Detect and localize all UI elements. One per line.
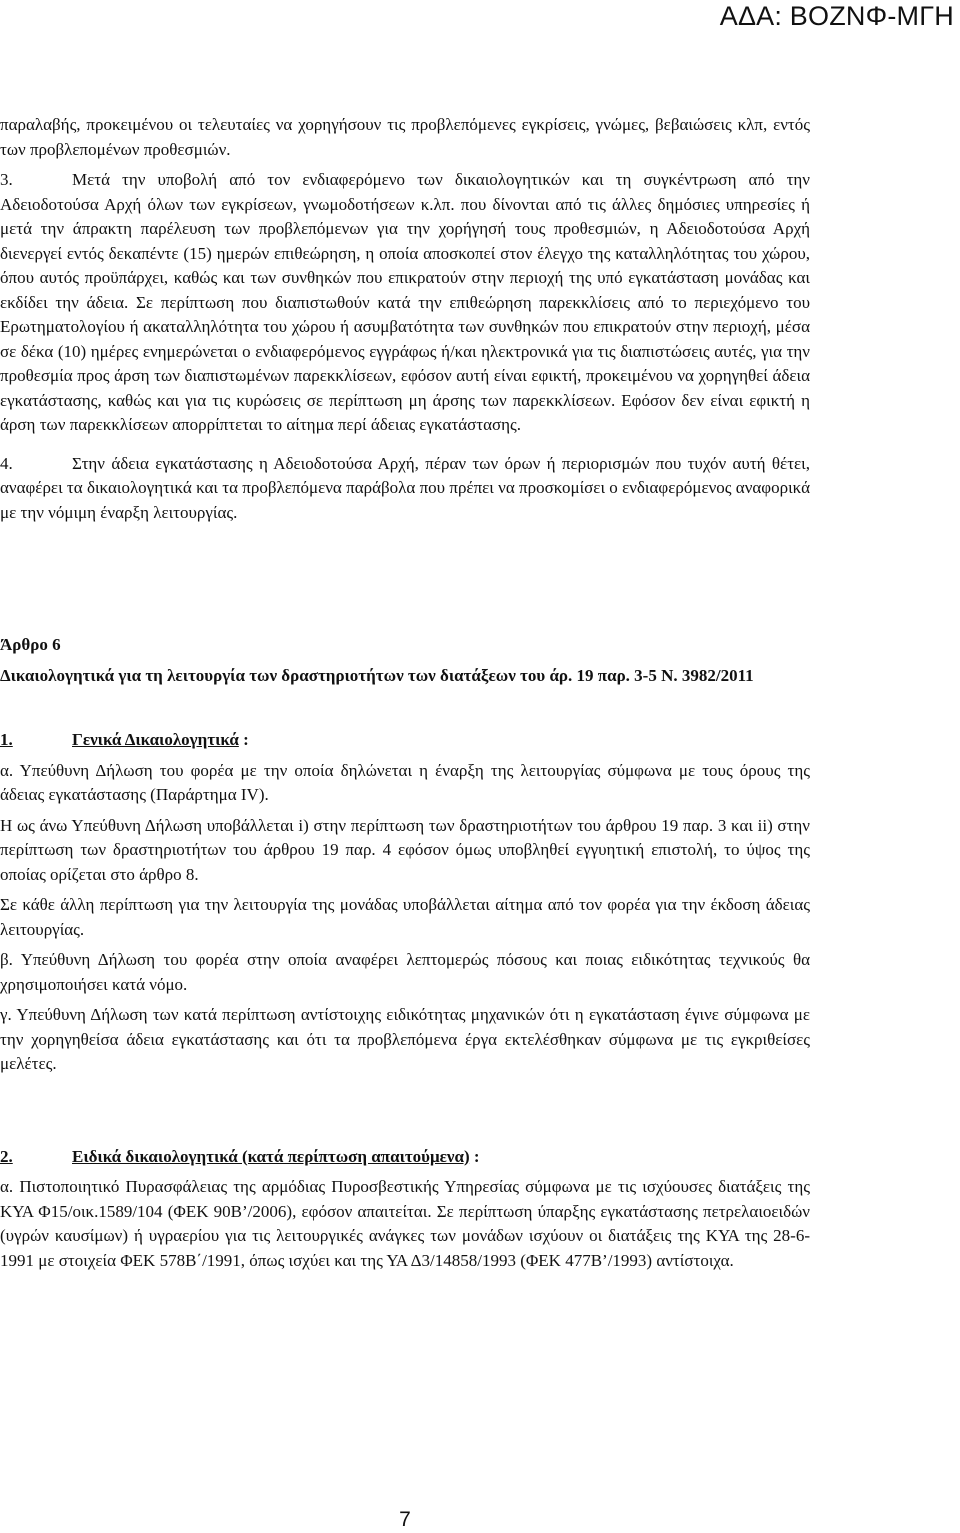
section-number: 2.: [0, 1146, 13, 1166]
section-heading-special: [0, 1145, 810, 1170]
item-a-note-2: Σε κάθε άλλη περίπτωση για την λειτουργία της μονάδας υποβάλλεται αίτημα από τον φορέα για την έκδοση άδειας λειτουργίας.: [0, 895, 810, 939]
item-c: γ. Υπεύθυνη Δήλωση των κατά περίπτωση αντίστοιχης ειδικότητας μηχανικών ότι η εγκατάσταση έγινε σύμφωνα με την χορηγηθείσα άδεια εγκατάστασης και ότι τα προβλεπόμενα έργα εκτελέσθηκαν σύμφωνα με τις εγκριθείσες μελέτες.: [0, 1005, 810, 1073]
paragraph-number: 3.: [0, 170, 13, 189]
section-colon: :: [238, 730, 249, 749]
paragraph-continuation: παραλαβής, προκειμένου οι τελευταίες να χορηγήσουν τις προβλεπόμενες εγκρίσεις, γνώμες, βεβαιώσεις κλπ, εντός των προβλεπομένων προθεσμιών.: [0, 115, 810, 159]
item-a: α. Υπεύθυνη Δήλωση του φορέα με την οποία δηλώνεται η έναρξη της λειτουργίας σύμφωνα με τους όρους της άδειας εγκατάστασης (Παράρτημα IV).: [0, 760, 810, 804]
document-body: [0, 113, 810, 1279]
section-title: Γενικά Δικαιολογητικά: [72, 730, 239, 749]
item-a-note: Η ως άνω Υπεύθυνη Δήλωση υποβάλλεται i) στην περίπτωση των δραστηριοτήτων του άρθρου 19 παρ. 3 και ii) στην περίπτωση των δραστηριοτήτων του άρθρου 19 παρ. 4 εφόσον όμως υποβληθεί εγγυητική επιστολή, το ύψος της οποίας ορίζεται στο άρθρο 8.: [0, 815, 810, 884]
section-number: 1.: [0, 730, 13, 749]
paragraph-text: Στην άδεια εγκατάστασης η Αδειοδοτούσα Αρχή, πέραν των όρων ή περιορισμών που τυχόν αυτή θέτει, αναφέρει τα δικαιολογητικά και τα προβλεπόμενα παράβολα που πρέπει να προσκομίσει ο ενδιαφερόμενος αναφορικά με την νόμιμη έναρξη λειτουργίας.: [0, 453, 810, 522]
article-title: Άρθρο 6: [0, 635, 61, 654]
paragraph-4: [0, 452, 810, 526]
ada-code: ΑΔΑ: ΒΟΖΝΦ-ΜΓΗ: [719, 1, 954, 31]
section-heading-general: [0, 728, 810, 753]
article-subtitle: Δικαιολογητικά για τη λειτουργία των δραστηριοτήτων των διατάξεων του άρ. 19 παρ. 3-5 Ν. 3982/2011: [0, 665, 754, 685]
section-colon: :: [469, 1146, 480, 1166]
paragraph-text: Μετά την υποβολή από τον ενδιαφερόμενο των δικαιολογητικών και τη συγκέντρωση από την Αδειοδοτούσα Αρχή όλων των εγκρίσεων, γνωμοδοτήσεων κ.λπ. που δίνονται από τις άλλες δημόσιες υπηρεσίες ή μετά την άπρακτη παρέλευση των προβλεπόμενων για την χορήγησή τους προθεσμιών, η Αδειοδοτούσα Αρχή διενεργεί εντός δεκαπέντε (15) ημερών επιθεώρηση, η οποία αποσκοπεί στον έλεγχο της καταλληλότητας του χώρου, όπου αυτός προϋπάρχει, καθώς και των συνθηκών που επικρατούν στην περιοχή της υπό εγκατάσταση μονάδας και εκδίδει την άδεια. Σε περίπτωση που διαπιστωθούν κατά την επιθεώρηση παρεκκλίσεις από το περιεχόμενο του Ερωτηματολογίου ή ακαταλληλότητα του χώρου ή ασυμβατότητα των συνθηκών που επικρατούν στην περιοχή, μέσα σε δέκα (10) ημέρες ενημερώνεται ο ενδιαφερόμενος εγγράφως ή/και ηλεκτρονικά για τις διαπιστώσεις αυτές, για την προθεσμία προς άρση των διαπιστωμένων παρεκκλίσεων, εφόσον αυτή είναι εφικτή, προκειμένου να χορηγηθεί άδεια εγκατάστασης, καθώς και για τις κυρώσεις σε περίπτωση μη άρσης των παρεκκλίσεων. Εφόσον δεν είναι εφικτή η άρση των παρεκκλίσεων απορρίπτεται το αίτημα περί άδειας εγκατάστασης.: [0, 170, 810, 434]
item-b: β. Υπεύθυνη Δήλωση του φορέα στην οποία αναφέρει λεπτομερώς πόσους και ποιας ειδικότητας τεχνικούς θα χρησιμοποιήσει κατά νόμο.: [0, 950, 810, 994]
paragraph-number: 4.: [0, 453, 13, 473]
page-number: 7: [399, 1508, 411, 1531]
paragraph-3: [0, 168, 810, 438]
section-title: Ειδικά δικαιολογητικά (κατά περίπτωση απαιτούμενα): [72, 1146, 470, 1166]
item-a-special: α. Πιστοποιητικό Πυρασφάλειας της αρμόδιας Πυροσβεστικής Υπηρεσίας σύμφωνα με τις ισχύουσες διατάξεις της ΚΥΑ Φ15/οικ.1589/104 (ΦΕΚ 90Β’/2006), εφόσον απαιτείται. Σε περίπτωση ύπαρξης εγκατάστασης πετρελαιοειδών (υγρών καυσίμων) ή υγραερίου για τις λειτουργικές ανάγκες των μονάδων ισχύουν οι διατάξεις της ΚΥΑ της 28-6-1991 με στοιχεία ΦΕΚ 578Β΄/1991, όπως ισχύει και της ΥΑ Δ3/14858/1993 (ΦΕΚ 477Β’/1993) αντίστοιχα.: [0, 1177, 810, 1270]
